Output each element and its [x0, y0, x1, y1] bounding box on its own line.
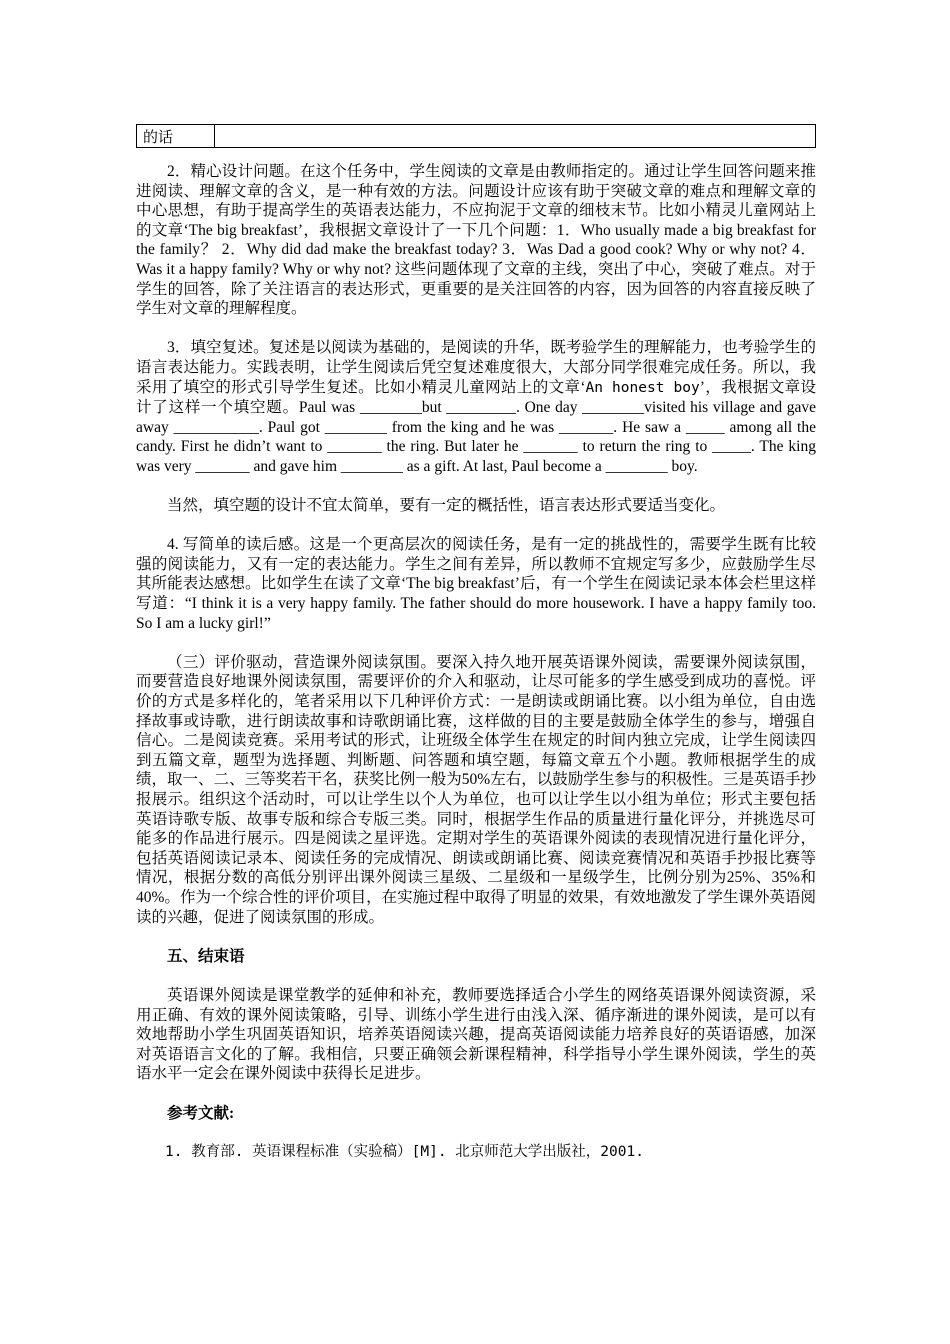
reference-item-1: 1. 教育部. 英语课程标准（实验稿）[M]. 北京师范大学出版社，2001. — [165, 1143, 644, 1160]
article-title-an-honest-boy: An honest boy — [585, 379, 700, 396]
references-heading: 参考文献: — [167, 1104, 235, 1122]
table-cell-label: 的话 — [137, 125, 215, 147]
document-page — [136, 124, 816, 1162]
paragraph-fill-in-retell-text-b: ’，我根据文章设计了这样一个填空题。Paul was ________but _________. One day ________visited his village and gave away ___________. Paul got ________ from the king and he was _______. He saw a _____ among all the candy. First he didn’t want to _______ the ring. But later he _______ to return the ring to _____. The king was very _______ and gave him ________ as a gift. At last, Paul become a ________ boy. — [136, 378, 816, 475]
paragraph-fill-in-note: 当然，填空题的设计不宜太简单，要有一定的概括性，语言表达形式要适当变化。 — [167, 497, 726, 515]
section-heading-conclusion: 五、结束语 — [167, 947, 245, 965]
paragraph-design-questions: 2．精心设计问题。在这个任务中，学生阅读的文章是由教师指定的。通过让学生回答问题来推进阅读、理解文章的含义，是一种有效的方法。问题设计应该有助于突破文章的难点和理解文章的中心思想，有助于提高学生的英语表达能力，不应拘泥于文章的细枝末节。比如小精灵儿童网站上的文章‘The big breakfast’，我根据文章设计了一下几个问题：1．Who usually made a big breakfast for the family？ 2．Why did dad make the breakfast today? 3．Was Dad a good cook? Why or why not? 4．Was it a happy family? Why or why not? 这些问题体现了文章的主线，突出了中心，突破了难点。对于学生的回答，除了关注语言的表达形式，更重要的是关注回答的内容，因为回答的内容直接反映了学生对文章的理解程度。 — [136, 163, 816, 318]
paragraph-fill-in-retell-text-a: 3．填空复述。复述是以阅读为基础的，是阅读的升华，既考验学生的理解能力，也考验学生的语言表达能力。实践表明，让学生阅读后凭空复述难度很大，大部分同学很难完成任务。所以，我采用了填空的形式引导学生复述。比如小精灵儿童网站上的文章‘ — [136, 339, 816, 396]
table-fragment-row — [136, 124, 816, 148]
paragraph-fill-in-retell — [136, 338, 816, 476]
paragraph-conclusion: 英语课外阅读是课堂教学的延伸和补充，教师要选择适合小学生的网络英语课外阅读资源，采用正确、有效的课外阅读策略，引导、训练小学生进行由浅入深、循序渐进的课外阅读，是可以有效地帮助小学生巩固英语知识，培养英语阅读兴趣，提高英语阅读能力培养良好的英语语感，加深对英语语言文化的了解。我相信，只要正确领会新课程精神，科学指导小学生课外阅读，学生的英语水平一定会在课外阅读中获得长足进步。 — [136, 986, 816, 1083]
table-cell-content — [215, 125, 815, 147]
paragraph-evaluation-driven: （三）评价驱动，营造课外阅读氛围。要深入持久地开展英语课外阅读，需要课外阅读氛围，而要营造良好地课外阅读氛围，需要评价的介入和驱动，让尽可能多的学生感受到成功的喜悦。评价的方式是多样化的，笔者采用以下几种评价方式：一是朗读或朗诵比赛。以小组为单位，自由选择故事或诗歌，进行朗读故事和诗歌朗诵比赛，这样做的目的主要是鼓励全体学生的参与，增强自信心。二是阅读竞赛。采用考试的形式，让班级全体学生在规定的时间内独立完成，让学生阅读四到五篇文章，题型为选择题、判断题、问答题和填空题，每篇文章五个小题。教师根据学生的成绩，取一、二、三等奖若干名，获奖比例一般为50%左右，以鼓励学生参与的积极性。三是英语手抄报展示。组织这个活动时，可以让学生以个人为单位，也可以让学生以小组为单位；形式主要包括英语诗歌专版、故事专版和综合专版三类。同时，根据学生作品的质量进行量化评分，并挑选尽可能多的作品进行展示。四是阅读之星评选。定期对学生的英语课外阅读的表现情况进行量化评分，包括英语阅读记录本、阅读任务的完成情况、朗读或朗诵比赛、阅读竞赛情况和英语手抄报比赛等情况，根据分数的高低分别评出课外阅读三星级、二星级和一星级学生，比例分别为25%、35%和40%。作为一个综合性的评价项目，在实施过程中取得了明显的效果，有效地激发了学生课外英语阅读的兴趣，促进了阅读氛围的形成。 — [136, 653, 816, 926]
paragraph-reading-reflection: 4. 写简单的读后感。这是一个更高层次的阅读任务，是有一定的挑战性的，需要学生既有比较强的阅读能力，又有一定的表达能力。学生之间有差异，所以教师不宜规定写多少，应鼓励学生尽其所能表达感想。比如学生在读了文章‘The big breakfast’后，有一个学生在阅读记录本体会栏里这样写道：“I think it is a very happy family. The father should do more housework. I have a happy family too. So I am a lucky girl!” — [136, 536, 816, 632]
